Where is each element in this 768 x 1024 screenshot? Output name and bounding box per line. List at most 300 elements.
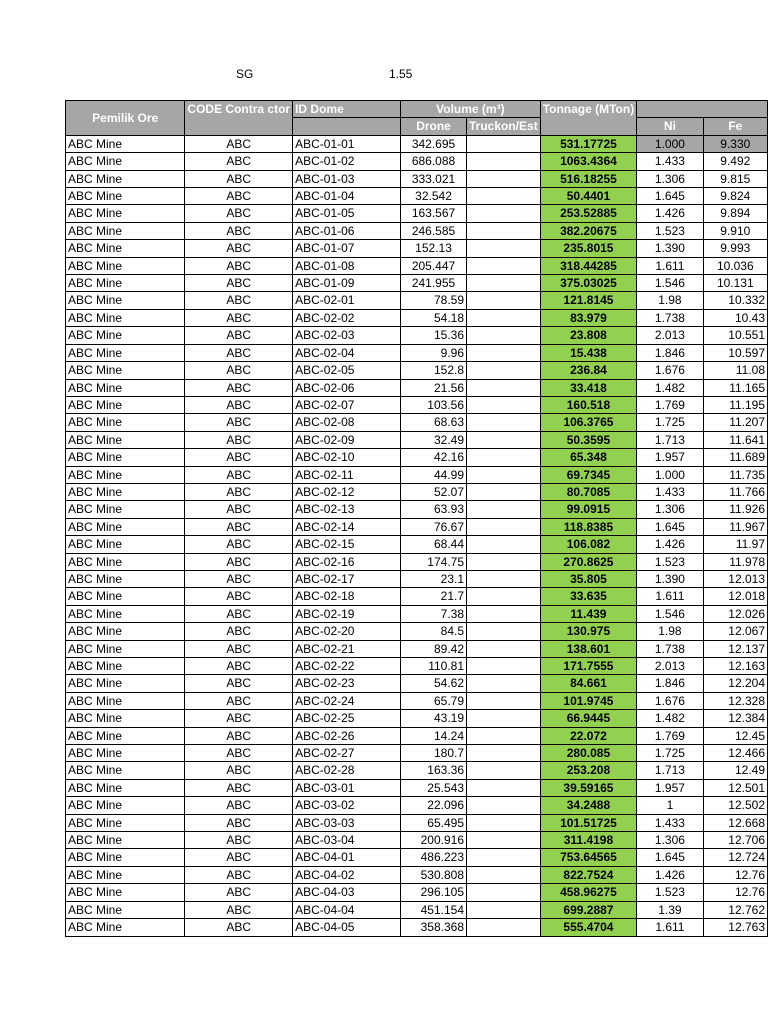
header-owner[interactable]: Pemilik Ore bbox=[66, 101, 185, 136]
truckon-cell[interactable] bbox=[467, 797, 541, 814]
tonnage-cell[interactable]: 83.979 bbox=[540, 309, 637, 326]
table-row[interactable] bbox=[66, 327, 768, 344]
truckon-cell[interactable] bbox=[467, 362, 541, 379]
ni-cell[interactable]: 1.523 bbox=[637, 553, 703, 570]
table-row[interactable] bbox=[66, 396, 768, 413]
id-dome-cell[interactable]: ABC-02-14 bbox=[293, 518, 401, 535]
code-cell[interactable]: ABC bbox=[185, 745, 293, 762]
code-cell[interactable]: ABC bbox=[185, 797, 293, 814]
ni-cell[interactable]: 1.546 bbox=[637, 275, 703, 292]
drone-volume-cell[interactable]: 174.75 bbox=[401, 553, 467, 570]
fe-cell[interactable]: 11.735 bbox=[703, 466, 767, 483]
code-cell[interactable]: ABC bbox=[185, 727, 293, 744]
ni-cell[interactable]: 1.957 bbox=[637, 779, 703, 796]
code-cell[interactable]: ABC bbox=[185, 536, 293, 553]
drone-volume-cell[interactable]: 54.18 bbox=[401, 309, 467, 326]
owner-cell[interactable]: ABC Mine bbox=[66, 188, 185, 205]
id-dome-cell[interactable]: ABC-02-21 bbox=[293, 640, 401, 657]
table-row[interactable] bbox=[66, 710, 768, 727]
fe-cell[interactable]: 12.067 bbox=[703, 623, 767, 640]
id-dome-cell[interactable]: ABC-02-01 bbox=[293, 292, 401, 309]
fe-cell[interactable]: 12.45 bbox=[703, 727, 767, 744]
tonnage-cell[interactable]: 33.635 bbox=[540, 588, 637, 605]
owner-cell[interactable]: ABC Mine bbox=[66, 344, 185, 361]
truckon-cell[interactable] bbox=[467, 170, 541, 187]
truckon-cell[interactable] bbox=[467, 658, 541, 675]
code-cell[interactable]: ABC bbox=[185, 866, 293, 883]
drone-volume-cell[interactable]: 451.154 bbox=[401, 901, 467, 918]
tonnage-cell[interactable]: 753.64565 bbox=[540, 849, 637, 866]
fe-cell[interactable]: 10.036 bbox=[703, 257, 767, 274]
truckon-cell[interactable] bbox=[467, 901, 541, 918]
truckon-cell[interactable] bbox=[467, 518, 541, 535]
table-row[interactable] bbox=[66, 501, 768, 518]
table-row[interactable] bbox=[66, 814, 768, 831]
ni-cell[interactable]: 1.611 bbox=[637, 257, 703, 274]
ni-cell[interactable]: 1.000 bbox=[637, 466, 703, 483]
drone-volume-cell[interactable]: 63.93 bbox=[401, 501, 467, 518]
owner-cell[interactable]: ABC Mine bbox=[66, 692, 185, 709]
ni-cell[interactable]: 1.713 bbox=[637, 431, 703, 448]
ni-cell[interactable]: 1.523 bbox=[637, 222, 703, 239]
id-dome-cell[interactable]: ABC-02-11 bbox=[293, 466, 401, 483]
ni-cell[interactable]: 1.645 bbox=[637, 849, 703, 866]
code-cell[interactable]: ABC bbox=[185, 449, 293, 466]
drone-volume-cell[interactable]: 43.19 bbox=[401, 710, 467, 727]
owner-cell[interactable]: ABC Mine bbox=[66, 536, 185, 553]
tonnage-cell[interactable]: 69.7345 bbox=[540, 466, 637, 483]
fe-cell[interactable]: 11.207 bbox=[703, 414, 767, 431]
drone-volume-cell[interactable]: 84.5 bbox=[401, 623, 467, 640]
owner-cell[interactable]: ABC Mine bbox=[66, 153, 185, 170]
drone-volume-cell[interactable]: 52.07 bbox=[401, 483, 467, 500]
ni-cell[interactable]: 1.390 bbox=[637, 570, 703, 587]
code-cell[interactable]: ABC bbox=[185, 919, 293, 936]
code-cell[interactable]: ABC bbox=[185, 605, 293, 622]
table-row[interactable] bbox=[66, 483, 768, 500]
truckon-cell[interactable] bbox=[467, 275, 541, 292]
ni-cell[interactable]: 1.645 bbox=[637, 518, 703, 535]
drone-volume-cell[interactable]: 163.36 bbox=[401, 762, 467, 779]
owner-cell[interactable]: ABC Mine bbox=[66, 762, 185, 779]
code-cell[interactable]: ABC bbox=[185, 362, 293, 379]
fe-cell[interactable]: 11.641 bbox=[703, 431, 767, 448]
ni-cell[interactable]: 1.426 bbox=[637, 205, 703, 222]
code-cell[interactable]: ABC bbox=[185, 762, 293, 779]
tonnage-cell[interactable]: 311.4198 bbox=[540, 832, 637, 849]
owner-cell[interactable]: ABC Mine bbox=[66, 257, 185, 274]
table-row[interactable] bbox=[66, 362, 768, 379]
tonnage-cell[interactable]: 458.96275 bbox=[540, 884, 637, 901]
id-dome-cell[interactable]: ABC-02-24 bbox=[293, 692, 401, 709]
drone-volume-cell[interactable]: 68.63 bbox=[401, 414, 467, 431]
drone-volume-cell[interactable]: 296.105 bbox=[401, 884, 467, 901]
tonnage-cell[interactable]: 171.7555 bbox=[540, 658, 637, 675]
id-dome-cell[interactable]: ABC-02-12 bbox=[293, 483, 401, 500]
code-cell[interactable]: ABC bbox=[185, 832, 293, 849]
drone-volume-cell[interactable]: 65.495 bbox=[401, 814, 467, 831]
fe-cell[interactable]: 12.204 bbox=[703, 675, 767, 692]
truckon-cell[interactable] bbox=[467, 884, 541, 901]
ni-cell[interactable]: 1.306 bbox=[637, 170, 703, 187]
code-cell[interactable]: ABC bbox=[185, 240, 293, 257]
id-dome-cell[interactable]: ABC-02-09 bbox=[293, 431, 401, 448]
table-row[interactable] bbox=[66, 779, 768, 796]
table-row[interactable] bbox=[66, 275, 768, 292]
code-cell[interactable]: ABC bbox=[185, 779, 293, 796]
owner-cell[interactable]: ABC Mine bbox=[66, 222, 185, 239]
code-cell[interactable]: ABC bbox=[185, 588, 293, 605]
id-dome-cell[interactable]: ABC-02-26 bbox=[293, 727, 401, 744]
truckon-cell[interactable] bbox=[467, 466, 541, 483]
owner-cell[interactable]: ABC Mine bbox=[66, 605, 185, 622]
code-cell[interactable]: ABC bbox=[185, 431, 293, 448]
owner-cell[interactable]: ABC Mine bbox=[66, 710, 185, 727]
code-cell[interactable]: ABC bbox=[185, 309, 293, 326]
drone-volume-cell[interactable]: 32.49 bbox=[401, 431, 467, 448]
table-row[interactable] bbox=[66, 292, 768, 309]
owner-cell[interactable]: ABC Mine bbox=[66, 570, 185, 587]
owner-cell[interactable]: ABC Mine bbox=[66, 797, 185, 814]
id-dome-cell[interactable]: ABC-01-04 bbox=[293, 188, 401, 205]
truckon-cell[interactable] bbox=[467, 866, 541, 883]
header-fe[interactable]: Fe bbox=[703, 118, 767, 135]
owner-cell[interactable]: ABC Mine bbox=[66, 396, 185, 413]
drone-volume-cell[interactable]: 78.59 bbox=[401, 292, 467, 309]
fe-cell[interactable]: 9.993 bbox=[703, 240, 767, 257]
id-dome-cell[interactable]: ABC-04-05 bbox=[293, 919, 401, 936]
tonnage-cell[interactable]: 253.52885 bbox=[540, 205, 637, 222]
drone-volume-cell[interactable]: 152.13 bbox=[401, 240, 467, 257]
owner-cell[interactable]: ABC Mine bbox=[66, 414, 185, 431]
tonnage-cell[interactable]: 34.2488 bbox=[540, 797, 637, 814]
fe-cell[interactable]: 12.502 bbox=[703, 797, 767, 814]
truckon-cell[interactable] bbox=[467, 501, 541, 518]
owner-cell[interactable]: ABC Mine bbox=[66, 309, 185, 326]
drone-volume-cell[interactable]: 200.916 bbox=[401, 832, 467, 849]
tonnage-cell[interactable]: 65.348 bbox=[540, 449, 637, 466]
ni-cell[interactable]: 1.39 bbox=[637, 901, 703, 918]
truckon-cell[interactable] bbox=[467, 327, 541, 344]
code-cell[interactable]: ABC bbox=[185, 640, 293, 657]
truckon-cell[interactable] bbox=[467, 675, 541, 692]
table-row[interactable] bbox=[66, 222, 768, 239]
code-cell[interactable]: ABC bbox=[185, 327, 293, 344]
ni-cell[interactable]: 1.98 bbox=[637, 292, 703, 309]
tonnage-cell[interactable]: 106.3765 bbox=[540, 414, 637, 431]
table-row[interactable] bbox=[66, 518, 768, 535]
owner-cell[interactable]: ABC Mine bbox=[66, 170, 185, 187]
fe-cell[interactable]: 9.824 bbox=[703, 188, 767, 205]
id-dome-cell[interactable]: ABC-02-18 bbox=[293, 588, 401, 605]
owner-cell[interactable]: ABC Mine bbox=[66, 466, 185, 483]
id-dome-cell[interactable]: ABC-02-22 bbox=[293, 658, 401, 675]
code-cell[interactable]: ABC bbox=[185, 710, 293, 727]
id-dome-cell[interactable]: ABC-02-05 bbox=[293, 362, 401, 379]
tonnage-cell[interactable]: 15.438 bbox=[540, 344, 637, 361]
truckon-cell[interactable] bbox=[467, 762, 541, 779]
truckon-cell[interactable] bbox=[467, 431, 541, 448]
truckon-cell[interactable] bbox=[467, 188, 541, 205]
ni-cell[interactable]: 1.676 bbox=[637, 362, 703, 379]
code-cell[interactable]: ABC bbox=[185, 257, 293, 274]
owner-cell[interactable]: ABC Mine bbox=[66, 727, 185, 744]
owner-cell[interactable]: ABC Mine bbox=[66, 884, 185, 901]
table-row[interactable] bbox=[66, 588, 768, 605]
table-row[interactable] bbox=[66, 431, 768, 448]
fe-cell[interactable]: 10.43 bbox=[703, 309, 767, 326]
id-dome-cell[interactable]: ABC-02-13 bbox=[293, 501, 401, 518]
table-row[interactable] bbox=[66, 658, 768, 675]
code-cell[interactable]: ABC bbox=[185, 483, 293, 500]
drone-volume-cell[interactable]: 152.8 bbox=[401, 362, 467, 379]
fe-cell[interactable]: 11.967 bbox=[703, 518, 767, 535]
table-row[interactable] bbox=[66, 553, 768, 570]
truckon-cell[interactable] bbox=[467, 692, 541, 709]
drone-volume-cell[interactable]: 103.56 bbox=[401, 396, 467, 413]
fe-cell[interactable]: 12.763 bbox=[703, 919, 767, 936]
table-row[interactable] bbox=[66, 884, 768, 901]
id-dome-cell[interactable]: ABC-02-02 bbox=[293, 309, 401, 326]
truckon-cell[interactable] bbox=[467, 222, 541, 239]
ni-cell[interactable]: 1.676 bbox=[637, 692, 703, 709]
table-row[interactable] bbox=[66, 135, 768, 152]
truckon-cell[interactable] bbox=[467, 205, 541, 222]
id-dome-cell[interactable]: ABC-04-01 bbox=[293, 849, 401, 866]
table-row[interactable] bbox=[66, 449, 768, 466]
ni-cell[interactable]: 1.769 bbox=[637, 396, 703, 413]
truckon-cell[interactable] bbox=[467, 640, 541, 657]
table-row[interactable] bbox=[66, 866, 768, 883]
owner-cell[interactable]: ABC Mine bbox=[66, 379, 185, 396]
table-row[interactable] bbox=[66, 257, 768, 274]
tonnage-cell[interactable]: 270.8625 bbox=[540, 553, 637, 570]
truckon-cell[interactable] bbox=[467, 570, 541, 587]
ni-cell[interactable]: 1.546 bbox=[637, 605, 703, 622]
drone-volume-cell[interactable]: 42.16 bbox=[401, 449, 467, 466]
id-dome-cell[interactable]: ABC-04-02 bbox=[293, 866, 401, 883]
table-row[interactable] bbox=[66, 170, 768, 187]
truckon-cell[interactable] bbox=[467, 919, 541, 936]
code-cell[interactable]: ABC bbox=[185, 188, 293, 205]
id-dome-cell[interactable]: ABC-02-16 bbox=[293, 553, 401, 570]
tonnage-cell[interactable]: 822.7524 bbox=[540, 866, 637, 883]
fe-cell[interactable]: 12.706 bbox=[703, 832, 767, 849]
code-cell[interactable]: ABC bbox=[185, 344, 293, 361]
table-row[interactable] bbox=[66, 692, 768, 709]
table-row[interactable] bbox=[66, 188, 768, 205]
id-dome-cell[interactable]: ABC-04-03 bbox=[293, 884, 401, 901]
id-dome-cell[interactable]: ABC-02-03 bbox=[293, 327, 401, 344]
ni-cell[interactable]: 1.306 bbox=[637, 501, 703, 518]
table-row[interactable] bbox=[66, 901, 768, 918]
tonnage-cell[interactable]: 121.8145 bbox=[540, 292, 637, 309]
code-cell[interactable]: ABC bbox=[185, 553, 293, 570]
fe-cell[interactable]: 12.49 bbox=[703, 762, 767, 779]
tonnage-cell[interactable]: 33.418 bbox=[540, 379, 637, 396]
table-row[interactable] bbox=[66, 466, 768, 483]
owner-cell[interactable]: ABC Mine bbox=[66, 205, 185, 222]
code-cell[interactable]: ABC bbox=[185, 849, 293, 866]
id-dome-cell[interactable]: ABC-03-01 bbox=[293, 779, 401, 796]
table-row[interactable] bbox=[66, 623, 768, 640]
tonnage-cell[interactable]: 235.8015 bbox=[540, 240, 637, 257]
ni-cell[interactable]: 2.013 bbox=[637, 658, 703, 675]
owner-cell[interactable]: ABC Mine bbox=[66, 431, 185, 448]
tonnage-cell[interactable]: 516.18255 bbox=[540, 170, 637, 187]
truckon-cell[interactable] bbox=[467, 814, 541, 831]
fe-cell[interactable]: 12.501 bbox=[703, 779, 767, 796]
truckon-cell[interactable] bbox=[467, 153, 541, 170]
owner-cell[interactable]: ABC Mine bbox=[66, 449, 185, 466]
ni-cell[interactable]: 1.713 bbox=[637, 762, 703, 779]
fe-cell[interactable]: 10.131 bbox=[703, 275, 767, 292]
truckon-cell[interactable] bbox=[467, 257, 541, 274]
drone-volume-cell[interactable]: 65.79 bbox=[401, 692, 467, 709]
owner-cell[interactable]: ABC Mine bbox=[66, 501, 185, 518]
ni-cell[interactable]: 1.433 bbox=[637, 483, 703, 500]
ni-cell[interactable]: 1.611 bbox=[637, 919, 703, 936]
code-cell[interactable]: ABC bbox=[185, 205, 293, 222]
owner-cell[interactable]: ABC Mine bbox=[66, 623, 185, 640]
drone-volume-cell[interactable]: 15.36 bbox=[401, 327, 467, 344]
truckon-cell[interactable] bbox=[467, 553, 541, 570]
tonnage-cell[interactable]: 318.44285 bbox=[540, 257, 637, 274]
fe-cell[interactable]: 9.910 bbox=[703, 222, 767, 239]
fe-cell[interactable]: 12.76 bbox=[703, 884, 767, 901]
fe-cell[interactable]: 10.597 bbox=[703, 344, 767, 361]
code-cell[interactable]: ABC bbox=[185, 623, 293, 640]
owner-cell[interactable]: ABC Mine bbox=[66, 292, 185, 309]
drone-volume-cell[interactable]: 205.447 bbox=[401, 257, 467, 274]
drone-volume-cell[interactable]: 246.585 bbox=[401, 222, 467, 239]
drone-volume-cell[interactable]: 7.38 bbox=[401, 605, 467, 622]
tonnage-cell[interactable]: 101.9745 bbox=[540, 692, 637, 709]
ni-cell[interactable]: 1.611 bbox=[637, 588, 703, 605]
drone-volume-cell[interactable]: 21.7 bbox=[401, 588, 467, 605]
table-row[interactable] bbox=[66, 797, 768, 814]
truckon-cell[interactable] bbox=[467, 379, 541, 396]
fe-cell[interactable]: 9.492 bbox=[703, 153, 767, 170]
id-dome-cell[interactable]: ABC-02-10 bbox=[293, 449, 401, 466]
truckon-cell[interactable] bbox=[467, 449, 541, 466]
drone-volume-cell[interactable]: 530.808 bbox=[401, 866, 467, 883]
owner-cell[interactable]: ABC Mine bbox=[66, 901, 185, 918]
code-cell[interactable]: ABC bbox=[185, 570, 293, 587]
id-dome-cell[interactable]: ABC-01-06 bbox=[293, 222, 401, 239]
owner-cell[interactable]: ABC Mine bbox=[66, 919, 185, 936]
owner-cell[interactable]: ABC Mine bbox=[66, 588, 185, 605]
tonnage-cell[interactable]: 375.03025 bbox=[540, 275, 637, 292]
code-cell[interactable]: ABC bbox=[185, 692, 293, 709]
table-row[interactable] bbox=[66, 727, 768, 744]
id-dome-cell[interactable]: ABC-01-05 bbox=[293, 205, 401, 222]
drone-volume-cell[interactable]: 14.24 bbox=[401, 727, 467, 744]
truckon-cell[interactable] bbox=[467, 536, 541, 553]
code-cell[interactable]: ABC bbox=[185, 901, 293, 918]
ni-cell[interactable]: 1 bbox=[637, 797, 703, 814]
fe-cell[interactable]: 12.018 bbox=[703, 588, 767, 605]
drone-volume-cell[interactable]: 89.42 bbox=[401, 640, 467, 657]
header-code-contractor[interactable]: CODE Contra ctor bbox=[185, 101, 293, 136]
ni-cell[interactable]: 1.738 bbox=[637, 640, 703, 657]
ni-cell[interactable]: 2.013 bbox=[637, 327, 703, 344]
drone-volume-cell[interactable]: 486.223 bbox=[401, 849, 467, 866]
ni-cell[interactable]: 1.957 bbox=[637, 449, 703, 466]
tonnage-cell[interactable]: 11.439 bbox=[540, 605, 637, 622]
truckon-cell[interactable] bbox=[467, 414, 541, 431]
owner-cell[interactable]: ABC Mine bbox=[66, 640, 185, 657]
tonnage-cell[interactable]: 382.20675 bbox=[540, 222, 637, 239]
id-dome-cell[interactable]: ABC-01-01 bbox=[293, 135, 401, 152]
code-cell[interactable]: ABC bbox=[185, 814, 293, 831]
fe-cell[interactable]: 11.926 bbox=[703, 501, 767, 518]
tonnage-cell[interactable]: 699.2887 bbox=[540, 901, 637, 918]
code-cell[interactable]: ABC bbox=[185, 170, 293, 187]
id-dome-cell[interactable]: ABC-02-23 bbox=[293, 675, 401, 692]
code-cell[interactable]: ABC bbox=[185, 501, 293, 518]
drone-volume-cell[interactable]: 76.67 bbox=[401, 518, 467, 535]
id-dome-cell[interactable]: ABC-02-04 bbox=[293, 344, 401, 361]
tonnage-cell[interactable]: 118.8385 bbox=[540, 518, 637, 535]
truckon-cell[interactable] bbox=[467, 745, 541, 762]
truckon-cell[interactable] bbox=[467, 779, 541, 796]
ni-cell[interactable]: 1.645 bbox=[637, 188, 703, 205]
code-cell[interactable]: ABC bbox=[185, 884, 293, 901]
header-ni[interactable]: Ni bbox=[637, 118, 703, 135]
id-dome-cell[interactable]: ABC-01-07 bbox=[293, 240, 401, 257]
tonnage-cell[interactable]: 531.17725 bbox=[540, 135, 637, 152]
drone-volume-cell[interactable]: 21.56 bbox=[401, 379, 467, 396]
id-dome-cell[interactable]: ABC-03-02 bbox=[293, 797, 401, 814]
tonnage-cell[interactable]: 66.9445 bbox=[540, 710, 637, 727]
owner-cell[interactable]: ABC Mine bbox=[66, 327, 185, 344]
table-row[interactable] bbox=[66, 605, 768, 622]
fe-cell[interactable]: 10.332 bbox=[703, 292, 767, 309]
table-row[interactable] bbox=[66, 205, 768, 222]
owner-cell[interactable]: ABC Mine bbox=[66, 779, 185, 796]
header-tonnage[interactable]: Tonnage (MTon) bbox=[540, 101, 637, 136]
tonnage-cell[interactable]: 35.805 bbox=[540, 570, 637, 587]
ni-cell[interactable]: 1.846 bbox=[637, 344, 703, 361]
fe-cell[interactable]: 10.551 bbox=[703, 327, 767, 344]
fe-cell[interactable]: 11.195 bbox=[703, 396, 767, 413]
header-drone[interactable]: Drone bbox=[401, 118, 467, 135]
code-cell[interactable]: ABC bbox=[185, 222, 293, 239]
drone-volume-cell[interactable]: 241.955 bbox=[401, 275, 467, 292]
fe-cell[interactable]: 12.026 bbox=[703, 605, 767, 622]
id-dome-cell[interactable]: ABC-02-27 bbox=[293, 745, 401, 762]
table-row[interactable] bbox=[66, 309, 768, 326]
id-dome-cell[interactable]: ABC-02-19 bbox=[293, 605, 401, 622]
tonnage-cell[interactable]: 555.4704 bbox=[540, 919, 637, 936]
fe-cell[interactable]: 12.384 bbox=[703, 710, 767, 727]
ni-cell[interactable]: 1.98 bbox=[637, 623, 703, 640]
truckon-cell[interactable] bbox=[467, 605, 541, 622]
drone-volume-cell[interactable]: 25.543 bbox=[401, 779, 467, 796]
ni-cell[interactable]: 1.390 bbox=[637, 240, 703, 257]
table-row[interactable] bbox=[66, 153, 768, 170]
table-row[interactable] bbox=[66, 570, 768, 587]
table-row[interactable] bbox=[66, 919, 768, 936]
code-cell[interactable]: ABC bbox=[185, 153, 293, 170]
id-dome-cell[interactable]: ABC-02-28 bbox=[293, 762, 401, 779]
truckon-cell[interactable] bbox=[467, 396, 541, 413]
owner-cell[interactable]: ABC Mine bbox=[66, 849, 185, 866]
drone-volume-cell[interactable]: 23.1 bbox=[401, 570, 467, 587]
code-cell[interactable]: ABC bbox=[185, 379, 293, 396]
truckon-cell[interactable] bbox=[467, 309, 541, 326]
